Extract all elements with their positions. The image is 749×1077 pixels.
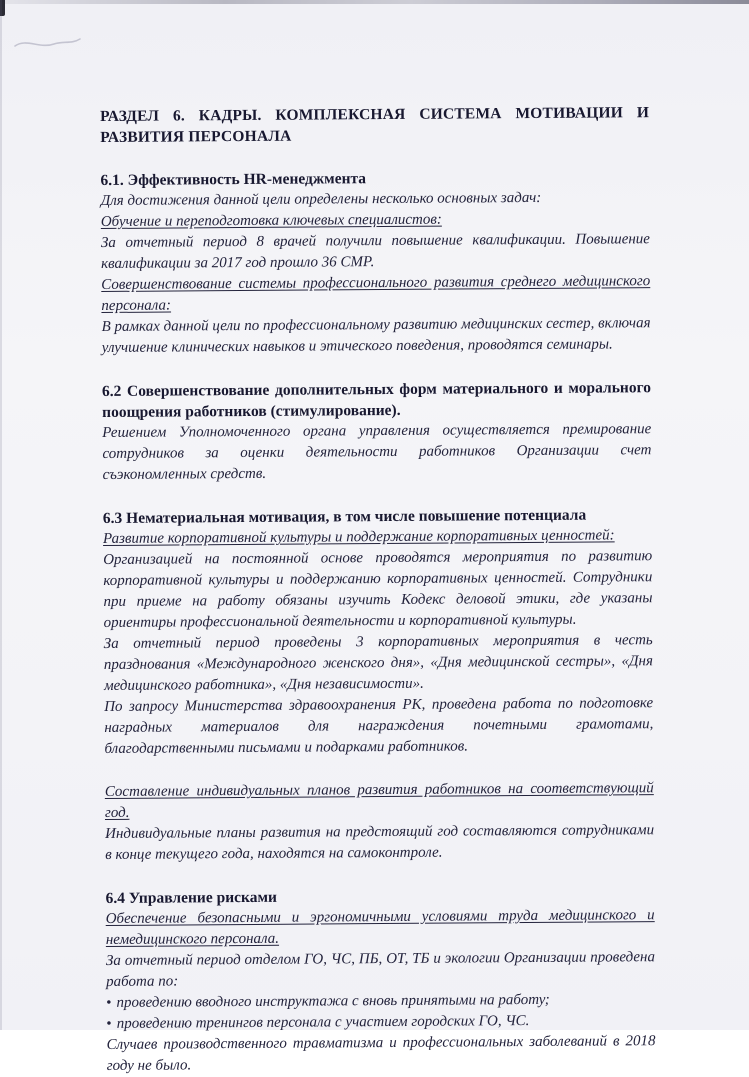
subheading-underlined: Обеспечение безопасными и эргономичными условиями труда медицинского и немедицинского персонала. xyxy=(105,907,655,948)
paragraph: По запросу Министерства здравоохранения РК, проведена работа по подготовке наградных материалов для награждения почетными грамотами, благодарственными письмами и подарками работников. xyxy=(104,695,654,757)
scan-artifact-left-edge xyxy=(0,0,2,1030)
subheading-underlined: Развитие корпоративной культуры и поддержание корпоративных ценностей: xyxy=(102,527,615,547)
subheading-underlined: Совершенствование системы профессионального развития среднего медицинского персонала: xyxy=(101,273,651,314)
paragraph: За отчетный период проведены 3 корпоративных мероприятия в честь празднования «Международного женского дня», «Дня медицинской сестры», «Дня медицинского работника», «Дня независимости». xyxy=(103,632,653,694)
paragraph: Решением Уполномоченного органа управления осуществляется премирование сотрудников за оценки деятельности работников Организации счет съэкономленных средств. xyxy=(102,421,652,483)
section-6-4 xyxy=(105,884,655,1077)
scan-artifact-pencil-smudge xyxy=(12,30,84,56)
paragraph: Для достижения данной цели определены несколько основных задач: xyxy=(100,189,542,209)
document-content xyxy=(100,102,656,1077)
bullet-text: проведению вводного инструктажа с вновь принятыми на работу; xyxy=(116,991,550,1011)
section-6-3 xyxy=(103,504,654,866)
paragraph: Случаев производственного травматизма и профессиональных заболеваний в 2018 году не было. xyxy=(106,1033,656,1074)
section-6-1 xyxy=(100,166,650,359)
paragraph: Организацией на постоянной основе проводятся мероприятия по развитию корпоративной культуры и поддержанию корпоративных ценностей. Сотрудники при приеме на работу обязаны изучить Кодекс деловой этики, где указаны ориентиры профессиональной деятельности и корпоративной культуры. xyxy=(103,548,653,631)
bullet-icon: • xyxy=(106,1015,112,1032)
paragraph: За отчетный период отделом ГО, ЧС, ПБ, ОТ, ТБ и экологии Организации проведена работа по: xyxy=(105,949,656,990)
section-heading: 6.2 Совершенствование дополнительных форм материального и морального поощрения работников (стимулирование). xyxy=(101,379,652,421)
section-heading: 6.4 Управление рисками xyxy=(105,888,277,907)
subheading-underlined: Обучение и переподготовка ключевых специалистов: xyxy=(100,211,442,230)
paragraph: Индивидуальные планы развития на предстоящий год составляются сотрудниками в конце текущего года, находятся на самоконтроле. xyxy=(105,822,655,863)
paragraph: За отчетный период 8 врачей получили повышение квалификации. Повышение квалификации за 2017 год прошло 36 СМР. xyxy=(100,231,650,272)
page-title: РАЗДЕЛ 6. КАДРЫ. КОМПЛЕКСНАЯ СИСТЕМА МОТИВАЦИИ И РАЗВИТИЯ ПЕРСОНАЛА xyxy=(100,104,650,146)
subheading-underlined: Составление индивидуальных планов развития работников на соответствующий год. xyxy=(104,780,654,821)
paragraph: В рамках данной цели по профессиональному развитию медицинских сестер, включая улучшение клинических навыков и этического поведения, проводятся семинары. xyxy=(101,315,651,356)
bullet-text: проведению тренингов персонала с участием городских ГО, ЧС. xyxy=(116,1013,530,1032)
scan-artifact-top-band xyxy=(0,0,749,4)
bullet-icon: • xyxy=(106,994,112,1011)
section-6-2 xyxy=(102,377,652,486)
section-heading: 6.3 Нематериальная мотивация, в том числе повышение потенциала xyxy=(102,506,587,527)
section-heading: 6.1. Эффективность HR-менеджмента xyxy=(100,170,367,189)
